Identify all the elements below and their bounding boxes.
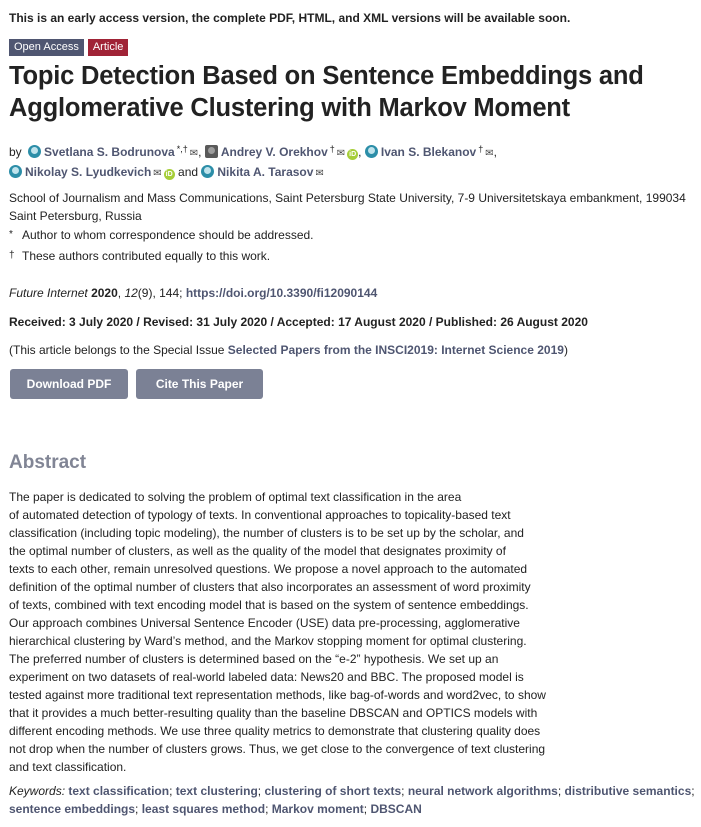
abstract-line: hierarchical clustering by Ward’s method, and the Markov stopping moment for optimal clustering. <box>9 634 527 648</box>
keywords-label: Keywords: <box>9 784 66 798</box>
special-issue-suffix: ) <box>563 343 568 357</box>
article-title <box>9 60 699 124</box>
equal-contribution-note <box>9 249 270 263</box>
orcid-icon[interactable]: iD <box>349 151 357 158</box>
note-mark: † <box>9 250 15 261</box>
abstract-line: and text classification. <box>9 760 127 774</box>
special-issue-prefix: (This article belongs to the Special Issue <box>9 343 228 357</box>
abstract-line: not drop when the number of clusters grows. Thus, we get close to the convergence of text clustering <box>9 742 546 756</box>
author-name[interactable]: Svetlana S. Bodrunova <box>44 145 175 159</box>
abstract-line: of texts, combined with text encoding model that is based on the system of sentence embeddings. <box>9 598 529 612</box>
title-line-1: Topic Detection Based on Sentence Embeddings and <box>9 62 644 90</box>
keyword-link[interactable]: clustering of short texts <box>264 784 402 798</box>
keyword-link[interactable]: distributive semantics <box>564 784 692 798</box>
author-3[interactable] <box>365 145 497 159</box>
download-pdf-button[interactable]: Download PDF <box>10 369 128 399</box>
and-label: and <box>178 165 199 179</box>
keyword-link[interactable]: DBSCAN <box>370 802 422 816</box>
abstract-heading: Abstract <box>9 452 87 473</box>
citation-volume: 12 <box>124 286 138 300</box>
avatar-icon <box>201 165 214 178</box>
abstract-line: The paper is dedicated to solving the problem of optimal text classification in the area <box>9 490 462 504</box>
special-issue-link[interactable]: Selected Papers from the INSCI2019: Internet Science 2019 <box>227 343 564 357</box>
citation-line: Future Internet 2020, 12(9), 144; https://doi.org/10.3390/fi12090144 <box>9 286 378 300</box>
keyword-link[interactable]: sentence embeddings <box>9 802 136 816</box>
note-text: These authors contributed equally to this work. <box>22 249 271 263</box>
affiliation: School of Journalism and Mass Communications, Saint Petersburg State University, 7-9 Universitetskaya embankment, 199034 Saint Petersburg, Russia <box>9 191 686 223</box>
citation-issue-pages: (9), 144; <box>137 286 186 300</box>
correspondence-note <box>9 228 314 242</box>
author-4[interactable] <box>9 165 175 179</box>
title-line-2: Agglomerative Clustering with Markov Moment <box>9 94 570 122</box>
author-list <box>9 140 694 183</box>
keyword-link[interactable]: Markov moment <box>271 802 364 816</box>
email-icon[interactable]: ✉ <box>153 168 162 179</box>
open-access-badge[interactable]: Open Access <box>9 39 84 56</box>
abstract-line: tested against more traditional text representation methods, like bag-of-words and word2vec, to show <box>9 688 546 702</box>
abstract-line: definition of the optimal number of clusters that also incorporates an assessment of word proximity <box>9 580 531 594</box>
author-affil-mark: *,† <box>176 144 188 154</box>
abstract-line: different encoding methods. We use three quality metrics to demonstrate that clustering quality does <box>9 724 541 738</box>
author-name[interactable]: Nikita A. Tarasov <box>217 165 314 179</box>
avatar-icon <box>28 145 41 158</box>
separator: , <box>493 145 497 159</box>
abstract-line: the optimal number of clusters, as well as the quality of the model that designates proximity of <box>9 544 506 558</box>
doi-link[interactable]: https://doi.org/10.3390/fi12090144 <box>185 286 378 300</box>
author-name[interactable]: Nikolay S. Lyudkevich <box>25 165 152 179</box>
publication-dates: Received: 3 July 2020 / Revised: 31 July 2020 / Accepted: 17 August 2020 / Published: 26 August 2020 <box>9 315 588 329</box>
article-badges <box>9 39 128 56</box>
separator: , <box>198 145 202 159</box>
email-icon[interactable]: ✉ <box>336 148 346 159</box>
abstract-line: Our approach combines Universal Sentence Encoder (USE) data pre-processing, agglomerative <box>9 616 520 630</box>
email-icon[interactable]: ✉ <box>315 168 324 179</box>
keyword-link[interactable]: text classification <box>68 784 170 798</box>
abstract-line: texts to each other, remain unresolved questions. We propose a novel approach to the automated <box>9 562 528 576</box>
avatar-icon <box>365 145 378 158</box>
keyword-link[interactable]: text clustering <box>175 784 258 798</box>
keywords: Keywords: text classification; text clustering; clustering of short texts; neural network algorithms; distributive semantics; sentence embeddings; least squares method; Markov moment; DBSCAN <box>9 784 695 816</box>
note-text: Author to whom correspondence should be addressed. <box>22 228 314 242</box>
abstract-line: classification (including topic modeling), the number of clusters is to be set up by the scholar, and <box>9 526 524 540</box>
email-icon[interactable]: ✉ <box>189 148 199 159</box>
abstract-line: The preferred number of clusters is determined based on the “e-2” hypothesis. We set up an <box>9 652 499 666</box>
journal-name: Future Internet <box>9 286 88 300</box>
email-icon[interactable]: ✉ <box>485 148 494 159</box>
abstract-line: that it provides a much better-resulting quality than the baseline DBSCAN and OPTICS models with <box>9 706 538 720</box>
keyword-link[interactable]: least squares method <box>141 802 266 816</box>
author-name[interactable]: Andrey V. Orekhov <box>220 145 328 159</box>
separator: , <box>358 145 362 159</box>
by-label: by <box>9 145 22 159</box>
author-1[interactable] <box>28 145 201 159</box>
article-type-badge: Article <box>88 39 129 56</box>
special-issue-note <box>9 343 568 357</box>
cite-paper-button[interactable]: Cite This Paper <box>136 369 263 399</box>
keyword-link[interactable]: neural network algorithms <box>407 784 558 798</box>
orcid-icon[interactable]: iD <box>165 171 173 178</box>
early-access-notice: This is an early access version, the complete PDF, HTML, and XML versions will be available soon. <box>9 11 571 25</box>
author-5[interactable] <box>201 165 323 179</box>
avatar-photo-icon <box>205 145 218 158</box>
abstract-line: of automated detection of typology of texts. In conventional approaches to topicality-based text <box>9 508 511 522</box>
abstract-line: experiment on two datasets of real-world labeled data: News20 and BBC. The proposed model is <box>9 670 524 684</box>
author-affil-mark: † <box>329 144 335 154</box>
author-2[interactable] <box>205 145 362 159</box>
author-affil-mark: † <box>478 144 484 154</box>
avatar-icon <box>9 165 22 178</box>
citation-year: 2020 <box>91 286 118 300</box>
author-name[interactable]: Ivan S. Blekanov <box>380 145 477 159</box>
note-mark: * <box>9 229 13 240</box>
